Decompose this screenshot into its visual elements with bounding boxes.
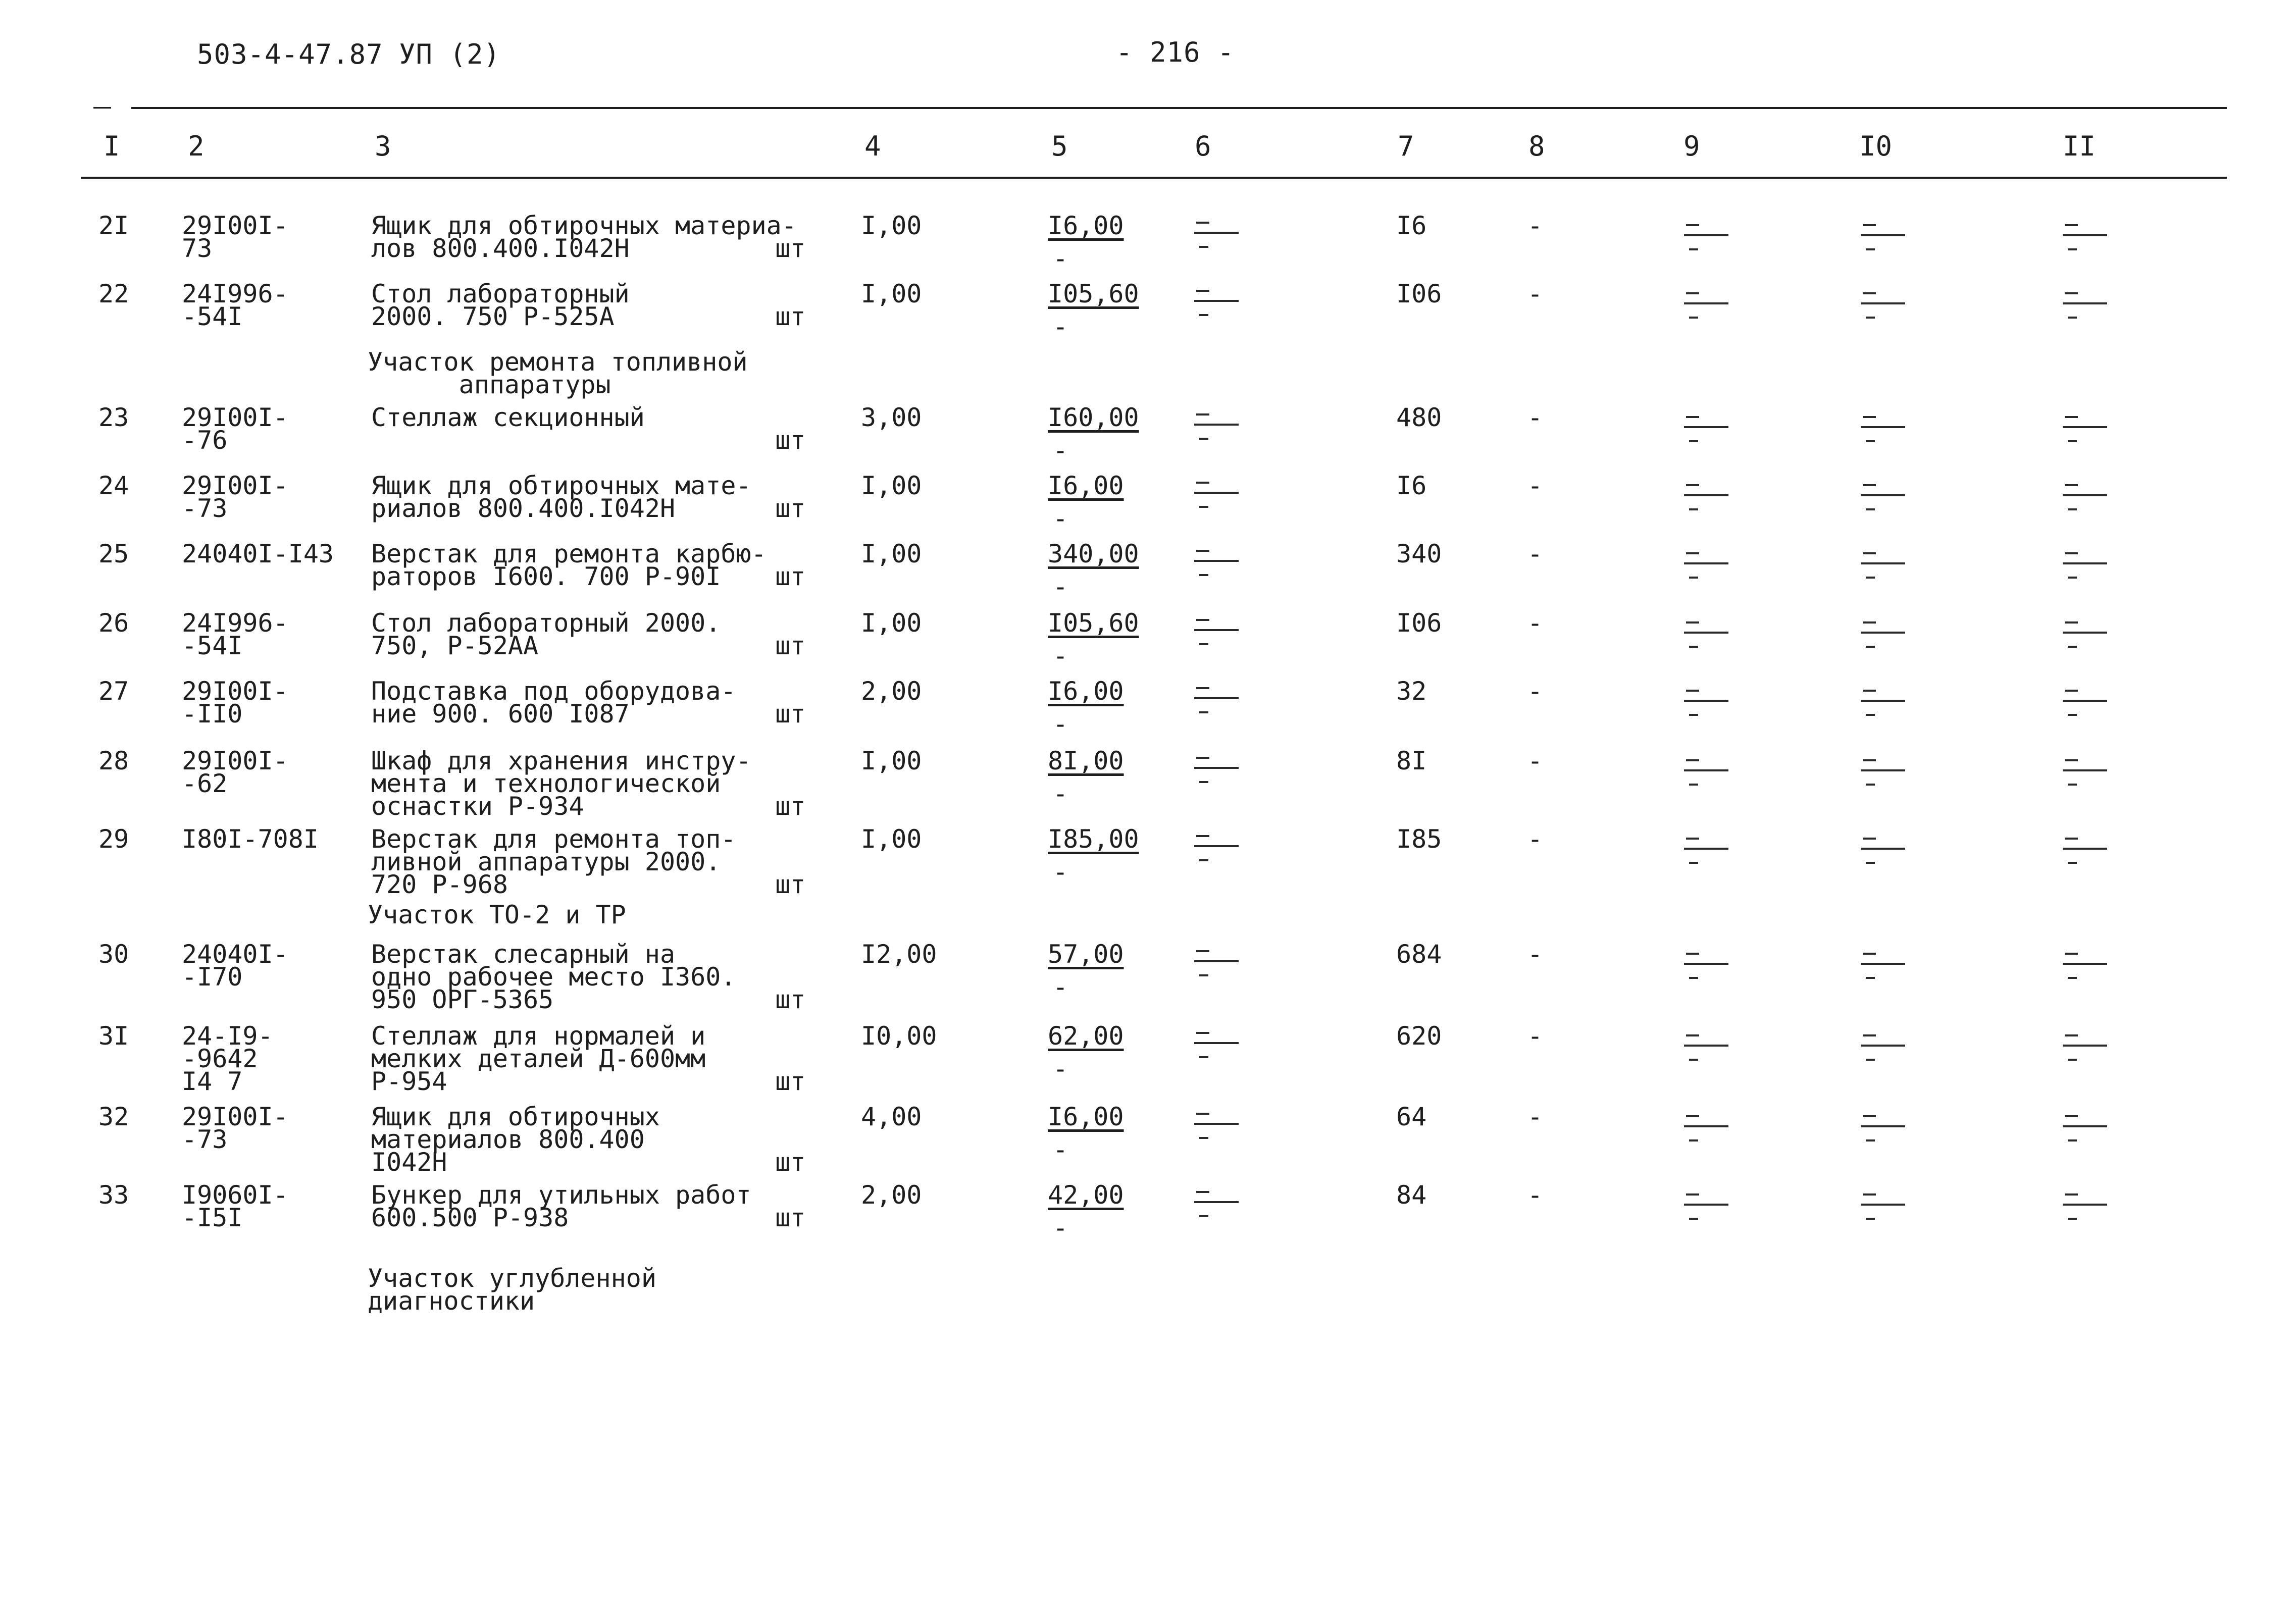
column-10-dash-mark: [1861, 830, 1906, 866]
column-11-dash-mark: [2063, 477, 2108, 512]
column-8-value: -: [1527, 1102, 1543, 1131]
column-6-dash-mark: [1194, 543, 1240, 578]
equipment-name: Верстак слесарный на одно рабочее место I360. 950 ОРГ-5365: [371, 940, 736, 1014]
price-sub-value: -: [1053, 1054, 1068, 1083]
price-sub-value: -: [1053, 972, 1068, 1002]
album-label: УП (2): [399, 38, 501, 70]
equipment-code: 24I996- -54I: [182, 608, 288, 660]
column-11-dash-mark: [2063, 217, 2108, 252]
row-number: 28: [98, 746, 129, 775]
column-11-dash-mark: [2063, 545, 2108, 581]
total-value: I06: [1396, 608, 1442, 638]
unit-price: 340,00: [1048, 539, 1139, 568]
column-9-dash-mark: [1684, 946, 1729, 981]
column-10-dash-mark: [1861, 1108, 1906, 1144]
total-value: 8I: [1396, 746, 1427, 775]
unit-label: шт: [775, 234, 806, 263]
equipment-name: Верстак для ремонта топ- ливной аппаратуры 2000. 720 P-968: [371, 824, 736, 899]
column-11-dash-mark: [2063, 752, 2108, 788]
equipment-name: Бункер для утильных работ 600.500 P-938: [371, 1180, 751, 1232]
unit-price: 8I,00: [1048, 746, 1124, 775]
unit-label: шт: [775, 1148, 806, 1177]
column-header-7: 7: [1398, 130, 1414, 162]
quantity: I,00: [861, 824, 922, 854]
equipment-name: Шкаф для хранения инстру- мента и технологической оснастки P-934: [371, 746, 751, 821]
unit-label: шт: [775, 792, 806, 821]
unit-price: I05,60: [1048, 608, 1139, 638]
unit-label: шт: [775, 302, 806, 331]
row-number: 22: [98, 279, 129, 308]
unit-label: шт: [775, 699, 806, 729]
equipment-code: 29I00I- -II0: [182, 677, 288, 729]
price-sub-value: -: [1053, 857, 1068, 887]
column-10-dash-mark: [1861, 614, 1906, 650]
unit-label: шт: [775, 870, 806, 899]
column-6-dash-mark: [1194, 1025, 1240, 1060]
column-10-dash-mark: [1861, 946, 1906, 981]
total-value: I85: [1396, 824, 1442, 854]
column-9-dash-mark: [1684, 1108, 1729, 1144]
equipment-name: Ящик для обтирочных мате- риалов 800.400.I042H: [371, 471, 751, 523]
equipment-name: Стол лабораторный 2000. 750, P-52AA: [371, 608, 721, 660]
total-value: 32: [1396, 677, 1427, 706]
column-11-dash-mark: [2063, 285, 2108, 321]
price-sub-value: -: [1053, 312, 1068, 341]
column-8-value: -: [1527, 403, 1543, 432]
column-8-value: -: [1527, 1021, 1543, 1051]
total-value: 620: [1396, 1021, 1442, 1051]
row-number: 29: [98, 824, 129, 854]
row-number: 26: [98, 608, 129, 638]
unit-label: шт: [775, 631, 806, 660]
column-header-10: I0: [1859, 130, 1893, 162]
column-9-dash-mark: [1684, 217, 1729, 252]
row-number: 30: [98, 940, 129, 969]
column-header-11: II: [2063, 130, 2096, 162]
unit-price: I6,00: [1048, 1102, 1124, 1131]
unit-label: шт: [775, 494, 806, 523]
unit-price: 42,00: [1048, 1180, 1124, 1210]
column-11-dash-mark: [2063, 614, 2108, 650]
unit-price: I85,00: [1048, 824, 1139, 854]
unit-price: I6,00: [1048, 677, 1124, 706]
price-sub-value: -: [1053, 504, 1068, 533]
total-value: 340: [1396, 539, 1442, 568]
column-6-dash-mark: [1194, 750, 1240, 785]
unit-label: шт: [775, 985, 806, 1014]
column-9-dash-mark: [1684, 830, 1729, 866]
unit-price: 62,00: [1048, 1021, 1124, 1051]
column-8-value: -: [1527, 471, 1543, 500]
column-10-dash-mark: [1861, 285, 1906, 321]
header-rule: [81, 177, 2227, 179]
column-10-dash-mark: [1861, 217, 1906, 252]
quantity: I,00: [861, 279, 922, 308]
column-10-dash-mark: [1861, 545, 1906, 581]
total-value: 684: [1396, 940, 1442, 969]
quantity: 3,00: [861, 403, 922, 432]
unit-label: шт: [775, 426, 806, 455]
column-8-value: -: [1527, 211, 1543, 240]
price-sub-value: -: [1053, 572, 1068, 601]
quantity: I,00: [861, 539, 922, 568]
equipment-code: 24040I- -I70: [182, 940, 288, 992]
equipment-code: 29I00I- -76: [182, 403, 288, 455]
price-sub-value: -: [1053, 1213, 1068, 1242]
column-6-dash-mark: [1194, 943, 1240, 978]
equipment-name: Стеллаж секционный: [371, 403, 645, 432]
column-11-dash-mark: [2063, 1186, 2108, 1222]
equipment-code: I9060I- -I5I: [182, 1180, 288, 1232]
row-number: 2I: [98, 211, 129, 240]
column-6-dash-mark: [1194, 828, 1240, 863]
equipment-name: Верстак для ремонта карбю- раторов I600. 700 P-90I: [371, 539, 767, 591]
price-sub-value: -: [1053, 436, 1068, 465]
total-value: 64: [1396, 1102, 1427, 1131]
column-9-dash-mark: [1684, 1027, 1729, 1063]
column-8-value: -: [1527, 746, 1543, 775]
quantity: I,00: [861, 471, 922, 500]
equipment-name: Ящик для обтирочных материа- лов 800.400.I042H: [371, 211, 797, 263]
column-8-value: -: [1527, 677, 1543, 706]
top-rule: [131, 107, 2227, 109]
column-10-dash-mark: [1861, 1027, 1906, 1063]
quantity: I,00: [861, 211, 922, 240]
column-6-dash-mark: [1194, 475, 1240, 510]
equipment-code: 29I00I- -73: [182, 1102, 288, 1154]
price-sub-value: -: [1053, 641, 1068, 670]
column-header-2: 2: [188, 130, 205, 162]
row-number: 3I: [98, 1021, 129, 1051]
column-9-dash-mark: [1684, 1186, 1729, 1222]
quantity: 2,00: [861, 677, 922, 706]
quantity: I2,00: [861, 940, 937, 969]
page-number: - 216 -: [1116, 36, 1235, 68]
quantity: I0,00: [861, 1021, 937, 1051]
column-11-dash-mark: [2063, 683, 2108, 718]
column-6-dash-mark: [1194, 1106, 1240, 1141]
column-6-dash-mark: [1194, 215, 1240, 250]
column-header-5: 5: [1051, 130, 1068, 162]
column-6-dash-mark: [1194, 612, 1240, 647]
price-sub-value: -: [1053, 1135, 1068, 1164]
section-heading: Участок ремонта топливной аппаратуры: [368, 347, 748, 399]
column-10-dash-mark: [1861, 752, 1906, 788]
quantity: 4,00: [861, 1102, 922, 1131]
row-number: 25: [98, 539, 129, 568]
section-heading: Участок углубленной диагностики: [368, 1264, 656, 1316]
column-header-8: 8: [1528, 130, 1545, 162]
row-number: 24: [98, 471, 129, 500]
quantity: I,00: [861, 608, 922, 638]
column-8-value: -: [1527, 608, 1543, 638]
column-header-1: I: [104, 130, 120, 162]
column-9-dash-mark: [1684, 477, 1729, 512]
equipment-name: Стеллаж для нормалей и мелких деталей Д-600мм P-954: [371, 1021, 706, 1096]
top-rule-fragment: [93, 107, 111, 109]
column-8-value: -: [1527, 539, 1543, 568]
total-value: I6: [1396, 211, 1427, 240]
column-8-value: -: [1527, 940, 1543, 969]
unit-price: I05,60: [1048, 279, 1139, 308]
unit-label: шт: [775, 1203, 806, 1232]
equipment-code: 24040I-I43: [182, 539, 334, 568]
section-heading: Участок ТО-2 и ТР: [368, 900, 626, 929]
column-header-9: 9: [1683, 130, 1700, 162]
row-number: 27: [98, 677, 129, 706]
unit-price: I6,00: [1048, 211, 1124, 240]
column-10-dash-mark: [1861, 477, 1906, 512]
column-10-dash-mark: [1861, 409, 1906, 444]
equipment-code: 24-I9- -9642 I4 7: [182, 1021, 273, 1096]
column-10-dash-mark: [1861, 683, 1906, 718]
column-11-dash-mark: [2063, 946, 2108, 981]
column-11-dash-mark: [2063, 1108, 2108, 1144]
column-9-dash-mark: [1684, 409, 1729, 444]
row-number: 23: [98, 403, 129, 432]
price-sub-value: -: [1053, 244, 1068, 273]
column-8-value: -: [1527, 824, 1543, 854]
equipment-code: 29I00I- -62: [182, 746, 288, 798]
column-8-value: -: [1527, 1180, 1543, 1210]
row-number: 33: [98, 1180, 129, 1210]
unit-price: I60,00: [1048, 403, 1139, 432]
total-value: I6: [1396, 471, 1427, 500]
total-value: 84: [1396, 1180, 1427, 1210]
unit-price: 57,00: [1048, 940, 1124, 969]
equipment-code: I80I-708I: [182, 824, 319, 854]
equipment-name: Подставка под оборудова- ние 900. 600 I087: [371, 677, 736, 729]
equipment-name: Ящик для обтирочных материалов 800.400 I042H: [371, 1102, 660, 1177]
column-11-dash-mark: [2063, 830, 2108, 866]
column-header-4: 4: [864, 130, 881, 162]
unit-label: шт: [775, 562, 806, 591]
column-9-dash-mark: [1684, 683, 1729, 718]
doc-code: 503-4-47.87: [197, 38, 383, 70]
price-sub-value: -: [1053, 779, 1068, 808]
column-9-dash-mark: [1684, 614, 1729, 650]
equipment-code: 29I00I- -73: [182, 471, 288, 523]
column-9-dash-mark: [1684, 545, 1729, 581]
column-11-dash-mark: [2063, 1027, 2108, 1063]
column-6-dash-mark: [1194, 680, 1240, 715]
column-9-dash-mark: [1684, 752, 1729, 788]
column-11-dash-mark: [2063, 409, 2108, 444]
column-header-3: 3: [375, 130, 391, 162]
price-sub-value: -: [1053, 709, 1068, 739]
equipment-name: Стол лабораторный 2000. 750 P-525A: [371, 279, 630, 331]
unit-label: шт: [775, 1067, 806, 1096]
quantity: I,00: [861, 746, 922, 775]
total-value: 480: [1396, 403, 1442, 432]
row-number: 32: [98, 1102, 129, 1131]
column-8-value: -: [1527, 279, 1543, 308]
column-6-dash-mark: [1194, 406, 1240, 442]
column-9-dash-mark: [1684, 285, 1729, 321]
column-header-6: 6: [1195, 130, 1211, 162]
column-6-dash-mark: [1194, 283, 1240, 318]
unit-price: I6,00: [1048, 471, 1124, 500]
equipment-code: 29I00I- 73: [182, 211, 288, 263]
total-value: I06: [1396, 279, 1442, 308]
column-10-dash-mark: [1861, 1186, 1906, 1222]
equipment-code: 24I996- -54I: [182, 279, 288, 331]
column-6-dash-mark: [1194, 1184, 1240, 1219]
quantity: 2,00: [861, 1180, 922, 1210]
